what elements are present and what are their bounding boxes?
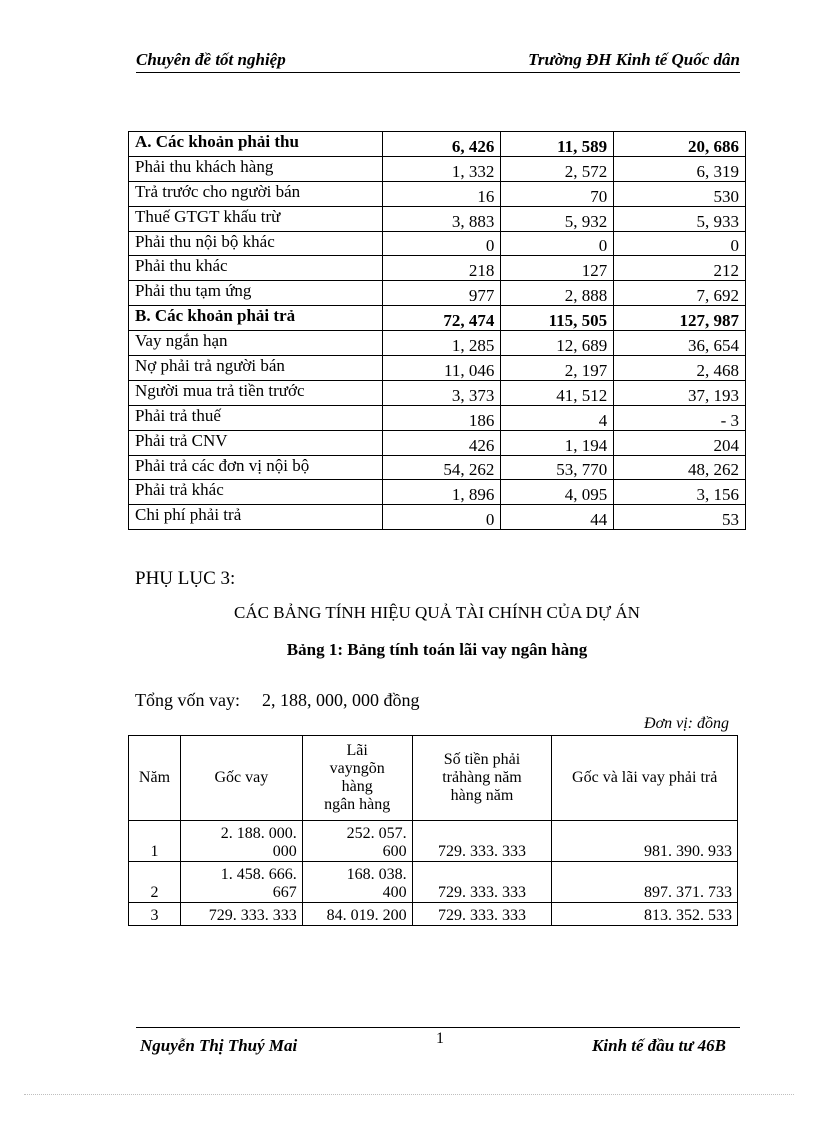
row-label: Phải thu nội bộ khác xyxy=(129,231,383,256)
footer-author: Nguyễn Thị Thuý Mai xyxy=(140,1036,298,1055)
table-row xyxy=(129,181,746,206)
header-principal: Gốc vay xyxy=(180,736,302,821)
table-row xyxy=(129,132,746,157)
table-row xyxy=(129,430,746,455)
value-cell: 115, 505 xyxy=(501,306,614,331)
header-total-payable: Gốc và lãi vay phải trả xyxy=(552,736,738,821)
row-label: Trả trước cho người bán xyxy=(129,181,383,206)
row-label: Thuế GTGT khấu trừ xyxy=(129,206,383,231)
principal-cell: 1. 458. 666. 667 xyxy=(180,862,302,903)
table-row xyxy=(129,306,746,331)
value-cell: 977 xyxy=(382,281,501,306)
value-cell: 6, 319 xyxy=(614,156,746,181)
header-right-title: Trường ĐH Kinh tế Quốc dân xyxy=(528,50,740,69)
annual-payment-cell: 729. 333. 333 xyxy=(412,862,552,903)
total-loan-value: 2, 188, 000, 000 đồng xyxy=(262,690,420,710)
table-row xyxy=(129,405,746,430)
interest-cell: 252. 057. 600 xyxy=(302,821,412,862)
value-cell: 2, 197 xyxy=(501,356,614,381)
value-cell: 127, 987 xyxy=(614,306,746,331)
year-cell: 3 xyxy=(129,903,181,926)
row-label: Nợ phải trả người bán xyxy=(129,356,383,381)
row-label: Phải trả các đơn vị nội bộ xyxy=(129,455,383,480)
value-cell: 41, 512 xyxy=(501,380,614,405)
value-cell: 11, 589 xyxy=(501,132,614,157)
value-cell: 2, 468 xyxy=(614,356,746,381)
total-loan-line xyxy=(135,690,420,711)
loan-interest-table xyxy=(128,735,738,926)
value-cell: 5, 933 xyxy=(614,206,746,231)
value-cell: 16 xyxy=(382,181,501,206)
annual-payment-cell: 729. 333. 333 xyxy=(412,821,552,862)
value-cell: 0 xyxy=(382,231,501,256)
principal-cell: 729. 333. 333 xyxy=(180,903,302,926)
row-label: Vay ngắn hạn xyxy=(129,331,383,356)
value-cell: 1, 896 xyxy=(382,480,501,505)
table-row xyxy=(129,821,738,862)
header-left-title: Chuyên đề tốt nghiệp xyxy=(136,50,286,69)
table-row xyxy=(129,455,746,480)
value-cell: 11, 046 xyxy=(382,356,501,381)
value-cell: 0 xyxy=(614,231,746,256)
table-row xyxy=(129,862,738,903)
header-interest: Lãi vayngõn hàng ngân hàng xyxy=(302,736,412,821)
value-cell: 2, 572 xyxy=(501,156,614,181)
value-cell: 530 xyxy=(614,181,746,206)
value-cell: 212 xyxy=(614,256,746,281)
value-cell: 7, 692 xyxy=(614,281,746,306)
value-cell: 12, 689 xyxy=(501,331,614,356)
value-cell: 1, 332 xyxy=(382,156,501,181)
row-label: Phải trả CNV xyxy=(129,430,383,455)
appendix-heading: PHỤ LỤC 3: xyxy=(135,568,236,589)
row-label: Phải trả thuế xyxy=(129,405,383,430)
value-cell: 1, 194 xyxy=(501,430,614,455)
value-cell: 2, 888 xyxy=(501,281,614,306)
total-payable-cell: 981. 390. 933 xyxy=(552,821,738,862)
principal-cell: 2. 188. 000. 000 xyxy=(180,821,302,862)
value-cell: 4 xyxy=(501,405,614,430)
row-label: B. Các khoản phải trả xyxy=(129,306,383,331)
receivables-payables-table xyxy=(128,131,746,530)
value-cell: 3, 883 xyxy=(382,206,501,231)
value-cell: 1, 285 xyxy=(382,331,501,356)
value-cell: 20, 686 xyxy=(614,132,746,157)
value-cell: 0 xyxy=(501,231,614,256)
row-label: Người mua trả tiền trước xyxy=(129,380,383,405)
value-cell: 4, 095 xyxy=(501,480,614,505)
appendix-subtitle: CÁC BẢNG TÍNH HIỆU QUẢ TÀI CHÍNH CỦA DỰ ÁN xyxy=(234,603,640,622)
value-cell: 5, 932 xyxy=(501,206,614,231)
row-label: A. Các khoản phải thu xyxy=(129,132,383,157)
value-cell: 426 xyxy=(382,430,501,455)
table-row xyxy=(129,331,746,356)
table-row xyxy=(129,231,746,256)
table-row xyxy=(129,505,746,530)
total-payable-cell: 813. 352. 533 xyxy=(552,903,738,926)
row-label: Chi phí phải trả xyxy=(129,505,383,530)
table-row xyxy=(129,206,746,231)
value-cell: 53 xyxy=(614,505,746,530)
row-label: Phải thu tạm ứng xyxy=(129,281,383,306)
value-cell: 72, 474 xyxy=(382,306,501,331)
annual-payment-cell: 729. 333. 333 xyxy=(412,903,552,926)
value-cell: 218 xyxy=(382,256,501,281)
value-cell: 204 xyxy=(614,430,746,455)
page-edge-divider xyxy=(24,1094,794,1095)
page-header xyxy=(136,48,740,73)
year-cell: 2 xyxy=(129,862,181,903)
total-payable-cell: 897. 371. 733 xyxy=(552,862,738,903)
header-annual-payment: Số tiền phải trảhàng năm hàng năm xyxy=(412,736,552,821)
table-row xyxy=(129,380,746,405)
value-cell: 53, 770 xyxy=(501,455,614,480)
value-cell: 54, 262 xyxy=(382,455,501,480)
value-cell: 48, 262 xyxy=(614,455,746,480)
value-cell: 37, 193 xyxy=(614,380,746,405)
value-cell: 127 xyxy=(501,256,614,281)
value-cell: - 3 xyxy=(614,405,746,430)
table-row xyxy=(129,281,746,306)
value-cell: 36, 654 xyxy=(614,331,746,356)
table-title: Bảng 1: Bảng tính toán lãi vay ngân hàng xyxy=(286,640,588,659)
row-label: Phải thu khách hàng xyxy=(129,156,383,181)
row-label: Phải trả khác xyxy=(129,480,383,505)
header-year: Năm xyxy=(129,736,181,821)
interest-cell: 84. 019. 200 xyxy=(302,903,412,926)
table-row xyxy=(129,256,746,281)
interest-cell: 168. 038. 400 xyxy=(302,862,412,903)
footer-class: Kinh tế đầu tư 46B xyxy=(592,1036,726,1055)
value-cell: 3, 156 xyxy=(614,480,746,505)
value-cell: 186 xyxy=(382,405,501,430)
value-cell: 0 xyxy=(382,505,501,530)
table-row xyxy=(129,356,746,381)
value-cell: 3, 373 xyxy=(382,380,501,405)
value-cell: 44 xyxy=(501,505,614,530)
year-cell: 1 xyxy=(129,821,181,862)
total-loan-label: Tổng vốn vay: xyxy=(135,690,240,710)
value-cell: 6, 426 xyxy=(382,132,501,157)
page-footer xyxy=(136,1027,740,1056)
table-row xyxy=(129,156,746,181)
unit-note: Đơn vị: đồng xyxy=(644,715,729,732)
table-row xyxy=(129,480,746,505)
row-label: Phải thu khác xyxy=(129,256,383,281)
page-number: 1 xyxy=(436,1030,444,1047)
table-row xyxy=(129,903,738,926)
value-cell: 70 xyxy=(501,181,614,206)
